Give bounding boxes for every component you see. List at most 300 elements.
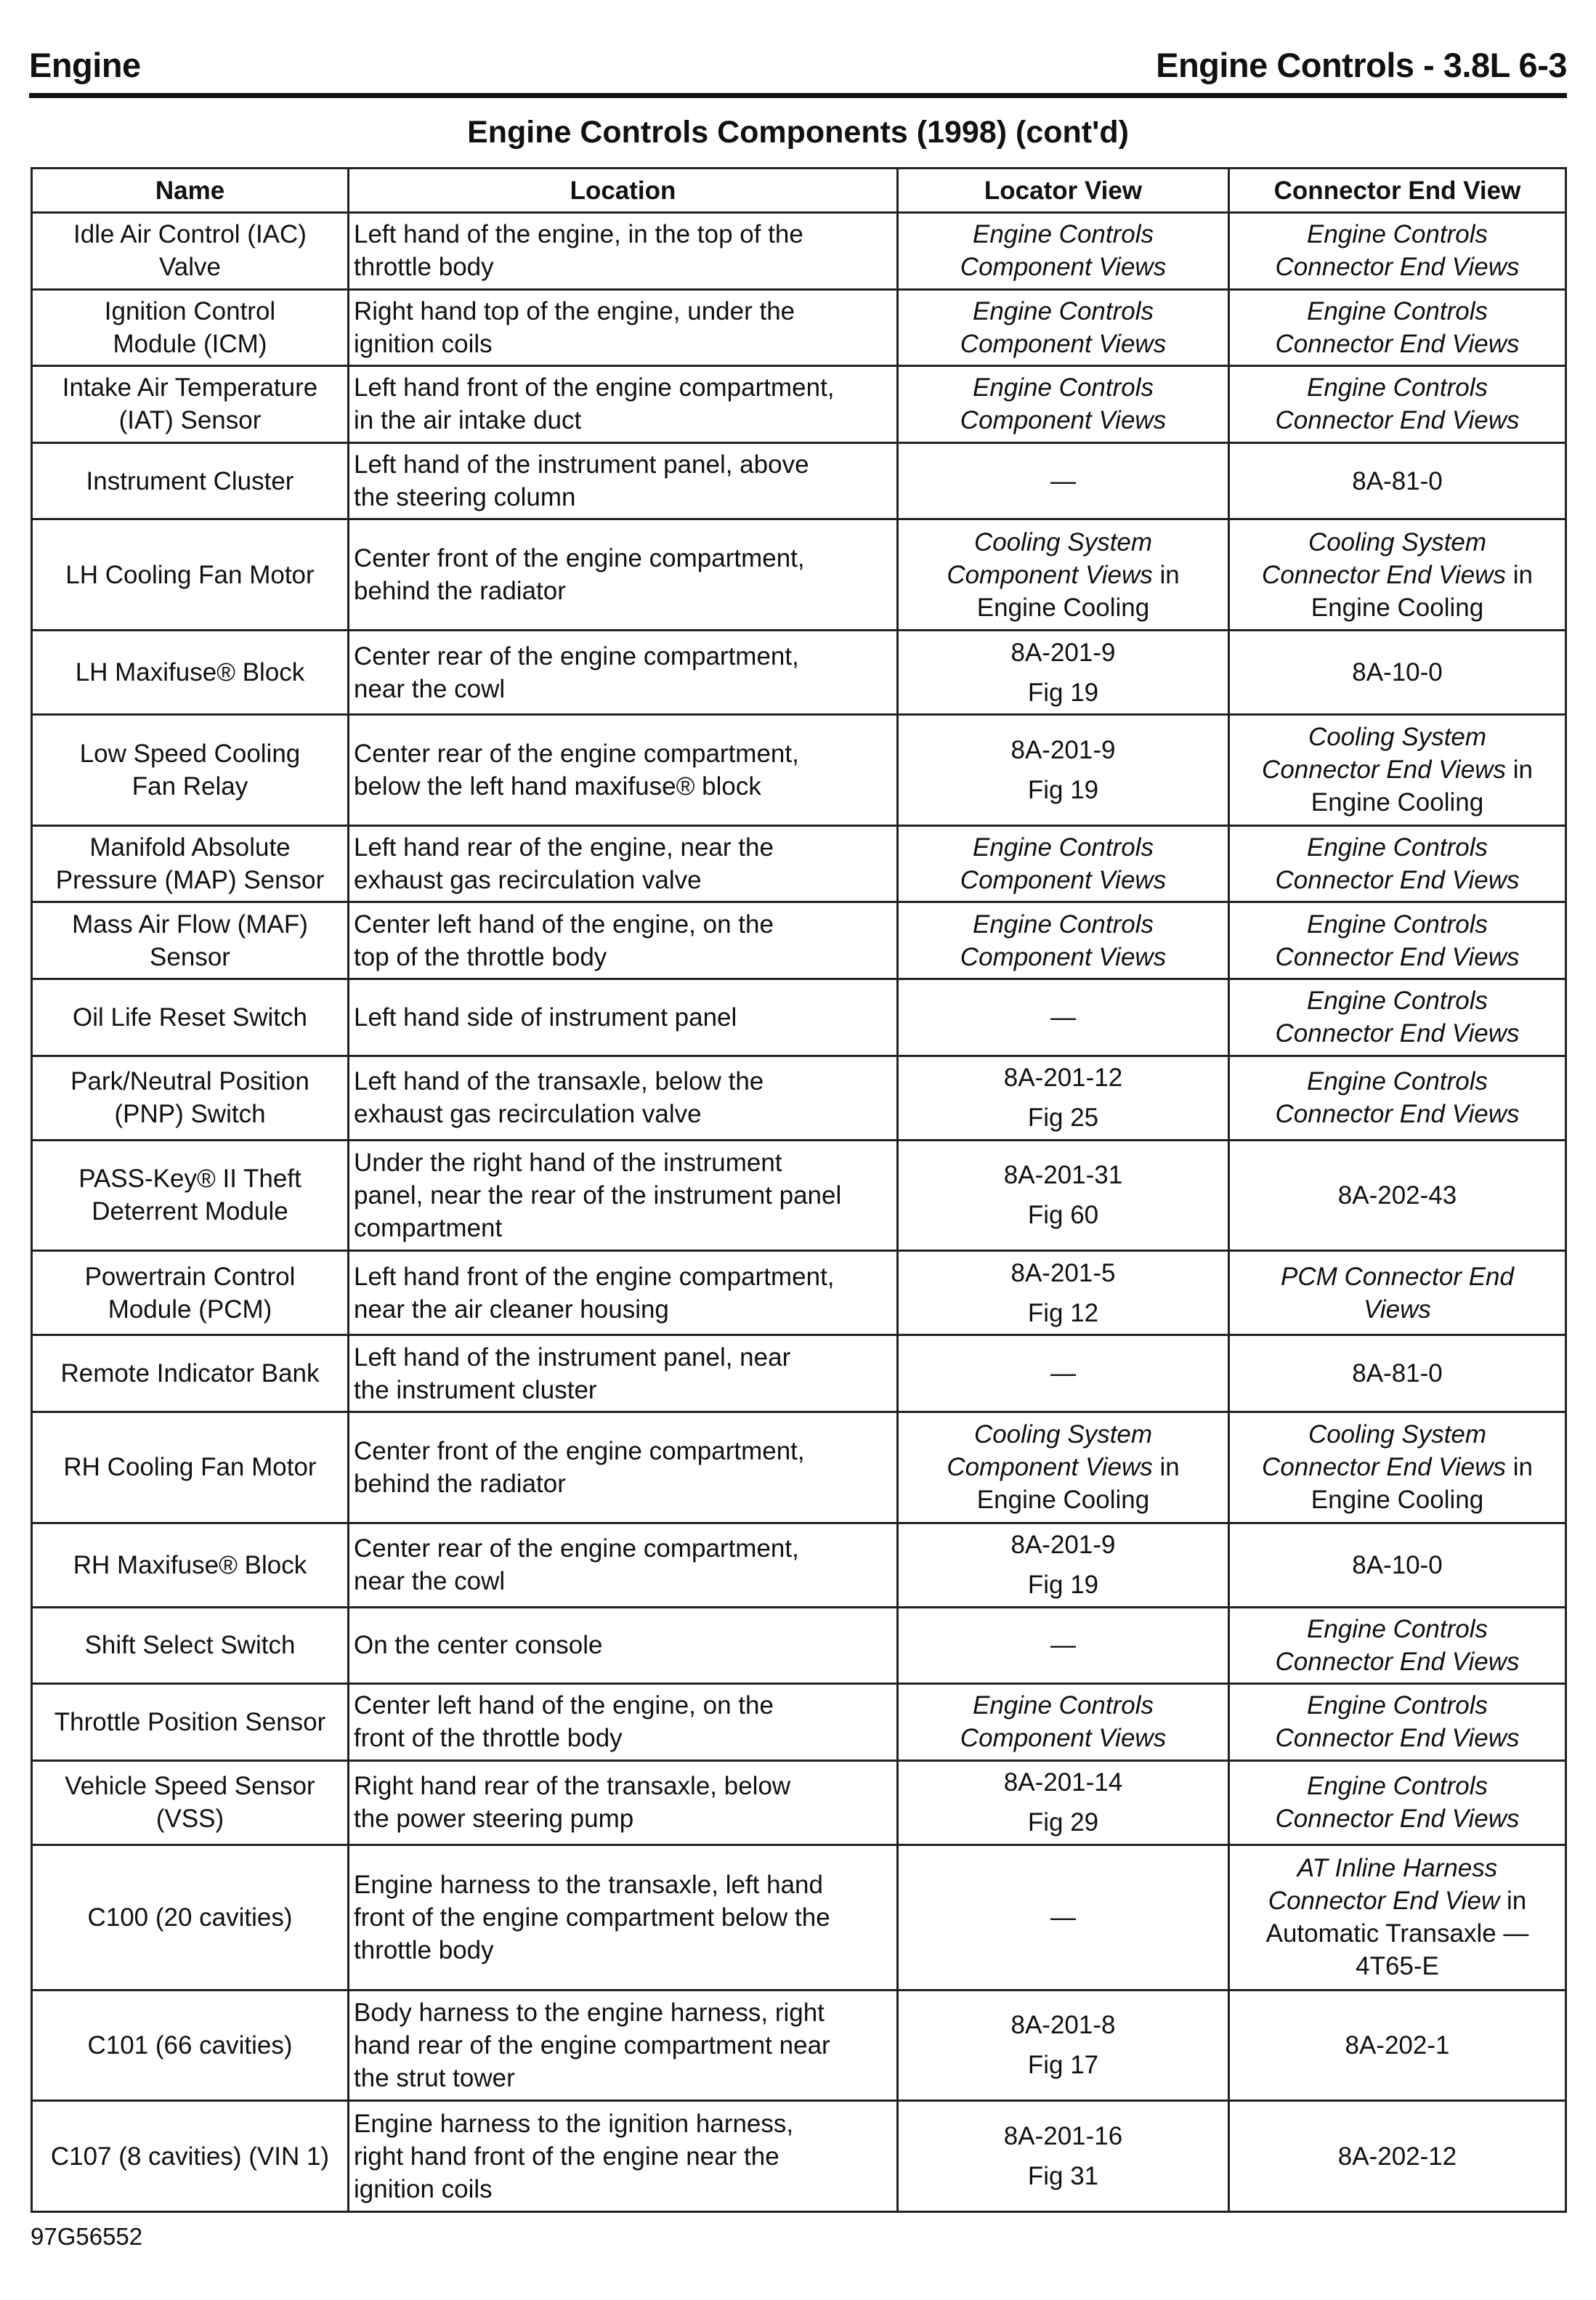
table-row (32, 631, 1566, 715)
cell-name (32, 442, 349, 519)
cell-line (1234, 591, 1560, 624)
cell-line (1234, 1098, 1560, 1130)
cell-text: Connector End Views (1275, 1019, 1520, 1048)
cell-line (903, 371, 1223, 404)
cell-text: 8A-201-12 (1003, 1064, 1123, 1093)
cell-line: Under the right hand of the instrument (354, 1148, 782, 1177)
table-row (32, 2101, 1566, 2212)
table-row (32, 1760, 1566, 1845)
cell-line: Sensor (150, 942, 230, 971)
cell-line: Ignition Control (104, 296, 276, 325)
table-title: Engine Controls Components (1998) (cont'd) (467, 115, 1129, 150)
cell-connector-end-view (1229, 1845, 1566, 1990)
table-row (32, 715, 1566, 826)
cell-line: Deterrent Module (92, 1197, 288, 1226)
cell-location (349, 1056, 898, 1140)
cell-text: Fig 12 (1027, 1298, 1099, 1327)
cell-text: Connector End Views (1275, 1647, 1520, 1676)
cell-line: LH Cooling Fan Motor (65, 560, 315, 589)
cell-text: 8A-10-0 (1352, 658, 1443, 687)
cell-line (1234, 1645, 1560, 1678)
cell-line (903, 676, 1223, 709)
cell-locator-view (898, 213, 1229, 290)
cell-line: Fan Relay (131, 772, 248, 801)
cell-location (349, 902, 898, 979)
table-row (32, 1251, 1566, 1335)
cell-line: C100 (20 cavities) (87, 1903, 293, 1932)
cell-line: RH Maxifuse® Block (73, 1550, 307, 1579)
cell-text: AT Inline Harness (1297, 1854, 1498, 1883)
cell-text: Connector End Views (1262, 756, 1506, 785)
cell-line (903, 1451, 1223, 1483)
cell-line (1234, 864, 1560, 896)
cell-line (1234, 1418, 1560, 1451)
cell-line (1234, 371, 1560, 404)
cell-text: Engine Controls (972, 1691, 1154, 1720)
cell-text: Fig 60 (1027, 1201, 1099, 1230)
cell-line: ignition coils (354, 329, 493, 358)
table-row (32, 902, 1566, 979)
cell-line: Instrument Cluster (86, 466, 294, 495)
cell-line (1234, 786, 1560, 819)
cell-line: the steering column (354, 483, 576, 512)
cell-connector-end-view (1229, 1607, 1566, 1684)
cell-line (903, 1061, 1223, 1094)
cell-line: Oil Life Reset Switch (73, 1003, 307, 1032)
cell-name (32, 902, 349, 979)
cell-line: throttle body (354, 1935, 494, 1964)
cell-locator-view (898, 1760, 1229, 1845)
cell-line: exhaust gas recirculation valve (354, 1100, 702, 1129)
cell-line: Engine harness to the ignition harness, (354, 2109, 794, 2138)
cell-line: Park/Neutral Position (70, 1067, 309, 1096)
cell-text-suffix: in (1499, 1887, 1527, 1916)
cell-connector-end-view (1229, 1251, 1566, 1335)
cell-text: Fig 29 (1027, 1808, 1099, 1837)
cell-name (32, 1056, 349, 1140)
cell-locator-view (898, 1056, 1229, 1140)
cell-line (1234, 1884, 1560, 1917)
cell-locator-view (898, 289, 1229, 366)
cell-line (1234, 1770, 1560, 1802)
cell-line: (IAT) Sensor (118, 406, 262, 435)
cell-name (32, 825, 349, 902)
cell-text: PCM Connector End (1281, 1262, 1514, 1291)
cell-line (1234, 908, 1560, 941)
cell-text: — (1050, 466, 1076, 495)
cell-locator-view (898, 1684, 1229, 1761)
cell-line: near the cowl (354, 1567, 506, 1596)
cell-text: Connector End Views (1275, 253, 1520, 282)
cell-text: Engine Controls (1306, 296, 1488, 325)
table-row (32, 1140, 1566, 1251)
cell-line: compartment (354, 1213, 503, 1242)
cell-line (903, 404, 1223, 437)
table-header-row (32, 169, 1566, 213)
cell-line: Low Speed Cooling (79, 739, 301, 768)
cell-connector-end-view (1229, 1523, 1566, 1607)
cell-text: 8A-202-12 (1337, 2142, 1457, 2171)
cell-line (1234, 1179, 1560, 1212)
cell-text: Connector End View (1268, 1887, 1500, 1916)
cell-line (1234, 404, 1560, 437)
cell-text-suffix: in (1152, 560, 1180, 589)
cell-line: behind the radiator (354, 1469, 566, 1498)
cell-text: Cooling System (973, 1420, 1153, 1449)
cell-line: in the air intake duct (354, 406, 582, 435)
cell-line: Center rear of the engine compartment, (354, 739, 799, 768)
cell-text: Engine Controls (1306, 1067, 1488, 1096)
cell-line (903, 295, 1223, 328)
cell-line (1234, 941, 1560, 973)
cell-location (349, 442, 898, 519)
cell-line (1234, 1549, 1560, 1582)
section-title: Engine (29, 46, 141, 84)
cell-locator-view (898, 979, 1229, 1056)
cell-line (903, 1568, 1223, 1601)
cell-line (1234, 1451, 1560, 1483)
cell-line: Powertrain Control (84, 1262, 296, 1291)
table-row (32, 979, 1566, 1056)
cell-line: near the air cleaner housing (354, 1295, 669, 1324)
table-row (32, 1335, 1566, 1412)
cell-text: Engine Cooling (976, 593, 1150, 622)
cell-line (903, 1101, 1223, 1134)
cell-name (32, 1140, 349, 1251)
cell-text: — (1050, 1359, 1076, 1388)
cell-line: Left hand rear of the engine, near the (354, 833, 774, 862)
cell-text: Connector End Views (1275, 1100, 1520, 1129)
cell-text: Component Views (960, 406, 1167, 435)
cell-line (903, 774, 1223, 806)
cell-locator-view (898, 1412, 1229, 1523)
cell-location (349, 825, 898, 902)
cell-line: Engine harness to the transaxle, left hand (354, 1870, 823, 1899)
cell-name (32, 289, 349, 366)
cell-locator-view (898, 715, 1229, 826)
cell-line (903, 1297, 1223, 1329)
cell-name (32, 1523, 349, 1607)
cell-name (32, 213, 349, 290)
cell-text-suffix: in (1152, 1453, 1180, 1482)
cell-connector-end-view (1229, 979, 1566, 1056)
cell-connector-end-view (1229, 1990, 1566, 2101)
cell-line: Shift Select Switch (84, 1631, 296, 1660)
cell-text: Engine Controls (972, 220, 1154, 249)
cell-text: — (1050, 1631, 1076, 1660)
cell-text: 8A-201-16 (1003, 2122, 1123, 2151)
cell-line (903, 1001, 1223, 1034)
cell-line: (PNP) Switch (114, 1100, 266, 1129)
column-header-locator-view: Locator View (898, 169, 1229, 213)
cell-line (1234, 1917, 1560, 1950)
cell-line: Throttle Position Sensor (54, 1707, 326, 1736)
cell-line: Module (PCM) (108, 1295, 272, 1324)
cell-line: behind the radiator (354, 577, 566, 606)
cell-text: Engine Controls (1306, 910, 1488, 939)
cell-text: Engine Cooling (1311, 593, 1484, 622)
cell-line (903, 636, 1223, 669)
cell-connector-end-view (1229, 519, 1566, 631)
cell-line (1234, 984, 1560, 1017)
cell-line: front of the engine compartment below the (354, 1903, 830, 1932)
cell-connector-end-view (1229, 289, 1566, 366)
cell-connector-end-view (1229, 1412, 1566, 1523)
cell-connector-end-view (1229, 631, 1566, 715)
cell-line (1234, 526, 1560, 559)
cell-text: Engine Controls (972, 296, 1154, 325)
cell-name (32, 631, 349, 715)
cell-name (32, 2101, 349, 2212)
cell-text: Engine Controls (1306, 1772, 1488, 1801)
cell-line (903, 2160, 1223, 2192)
cell-text: 8A-201-9 (1010, 1531, 1116, 1560)
cell-connector-end-view (1229, 366, 1566, 443)
cell-text: Connector End Views (1275, 1724, 1520, 1753)
cell-text: Fig 25 (1027, 1104, 1099, 1133)
table-row (32, 366, 1566, 443)
cell-text: 8A-201-5 (1010, 1258, 1116, 1287)
cell-line: Center left hand of the engine, on the (354, 1691, 774, 1720)
table-row (32, 825, 1566, 902)
cell-name (32, 979, 349, 1056)
cell-line: Left hand front of the engine compartment, (354, 1262, 835, 1291)
cell-text: Fig 31 (1027, 2162, 1099, 2191)
cell-text: Views (1364, 1295, 1431, 1324)
cell-text: Component Views (947, 560, 1153, 589)
cell-text: Fig 17 (1027, 2051, 1099, 2080)
cell-location (349, 979, 898, 1056)
cell-line (1234, 1293, 1560, 1326)
cell-name (32, 1684, 349, 1761)
cell-locator-view (898, 1335, 1229, 1412)
cell-name (32, 1760, 349, 1845)
cell-connector-end-view (1229, 1140, 1566, 1251)
cell-line: C107 (8 cavities) (VIN 1) (50, 2142, 330, 2171)
cell-line: On the center console (354, 1631, 603, 1660)
cell-line: Left hand front of the engine compartment, (354, 373, 835, 402)
table-row (32, 1990, 1566, 2101)
cell-text: Engine Controls (1306, 1691, 1488, 1720)
cell-line (1234, 1852, 1560, 1884)
cell-line (1234, 559, 1560, 591)
cell-location (349, 519, 898, 631)
page-title: Engine Controls - 3.8L 6-3 (1156, 46, 1567, 84)
cell-connector-end-view (1229, 1335, 1566, 1412)
table-row (32, 289, 1566, 366)
cell-location (349, 366, 898, 443)
table-row (32, 519, 1566, 631)
cell-line (1234, 1017, 1560, 1050)
cell-locator-view (898, 1607, 1229, 1684)
column-header-location: Location (349, 169, 898, 213)
cell-text: Engine Controls (1306, 1614, 1488, 1643)
table-row (32, 1523, 1566, 1607)
cell-connector-end-view (1229, 715, 1566, 826)
cell-line (903, 908, 1223, 941)
cell-text: Component Views (960, 942, 1167, 971)
components-table (31, 167, 1567, 2213)
cell-line (903, 1418, 1223, 1451)
cell-location (349, 1607, 898, 1684)
cell-line: Left hand of the instrument panel, near (354, 1343, 791, 1372)
cell-name (32, 1335, 349, 1412)
table-row (32, 213, 1566, 290)
cell-locator-view (898, 442, 1229, 519)
cell-line (903, 1528, 1223, 1561)
cell-text: 8A-201-14 (1003, 1768, 1123, 1797)
cell-text: Engine Controls (972, 373, 1154, 402)
cell-location (349, 2101, 898, 2212)
cell-locator-view (898, 2101, 1229, 2212)
cell-line (903, 1806, 1223, 1839)
cell-line: Right hand top of the engine, under the (354, 296, 795, 325)
table-body (32, 213, 1566, 2212)
cell-line (903, 2049, 1223, 2081)
cell-line: Remote Indicator Bank (60, 1359, 320, 1388)
cell-line: right hand front of the engine near the (354, 2142, 779, 2171)
cell-text: Connector End Views (1262, 560, 1506, 589)
cell-connector-end-view (1229, 1056, 1566, 1140)
cell-line (1234, 218, 1560, 251)
cell-locator-view (898, 1845, 1229, 1990)
cell-connector-end-view (1229, 825, 1566, 902)
cell-line (903, 526, 1223, 559)
table-row (32, 1607, 1566, 1684)
cell-connector-end-view (1229, 442, 1566, 519)
cell-line: Left hand of the instrument panel, above (354, 450, 809, 479)
cell-text: Engine Controls (1306, 220, 1488, 249)
cell-locator-view (898, 1523, 1229, 1607)
cell-line: the strut tower (354, 2063, 515, 2092)
cell-connector-end-view (1229, 1760, 1566, 1845)
cell-line: ignition coils (354, 2174, 493, 2203)
cell-line: Center front of the engine compartment, (354, 544, 805, 573)
cell-location (349, 1140, 898, 1251)
cell-line (903, 1199, 1223, 1231)
cell-connector-end-view (1229, 2101, 1566, 2212)
cell-locator-view (898, 631, 1229, 715)
cell-line: Left hand side of instrument panel (354, 1003, 737, 1032)
cell-locator-view (898, 1990, 1229, 2101)
cell-text: Cooling System (1308, 723, 1487, 752)
cell-line: RH Cooling Fan Motor (63, 1453, 317, 1482)
cell-text: Engine Controls (1306, 373, 1488, 402)
cell-locator-view (898, 902, 1229, 979)
cell-location (349, 213, 898, 290)
cell-line: panel, near the rear of the instrument panel (354, 1181, 842, 1210)
column-header-connector-end-view: Connector End View (1229, 169, 1566, 213)
cell-name (32, 1251, 349, 1335)
cell-line (903, 1901, 1223, 1934)
cell-text: Connector End Views (1262, 1453, 1506, 1482)
cell-location (349, 1412, 898, 1523)
cell-line (903, 218, 1223, 251)
cell-text: Engine Controls (1306, 987, 1488, 1016)
cell-line (903, 1483, 1223, 1516)
cell-line: hand rear of the engine compartment near (354, 2030, 830, 2060)
cell-text: Engine Cooling (1311, 788, 1484, 817)
cell-line: Mass Air Flow (MAF) (72, 910, 308, 939)
cell-name (32, 1990, 349, 2101)
cell-line (903, 1766, 1223, 1799)
cell-locator-view (898, 366, 1229, 443)
cell-line (1234, 328, 1560, 360)
cell-line (903, 559, 1223, 591)
cell-text: Engine Controls (972, 910, 1154, 939)
cell-location (349, 1845, 898, 1990)
cell-line (903, 1257, 1223, 1289)
cell-line: the instrument cluster (354, 1375, 597, 1404)
cell-text: 8A-201-9 (1010, 735, 1116, 764)
cell-line: LH Maxifuse® Block (75, 658, 305, 687)
table-row (32, 1684, 1566, 1761)
cell-line (1234, 295, 1560, 328)
cell-line: exhaust gas recirculation valve (354, 866, 702, 895)
cell-text: Engine Cooling (1311, 1486, 1484, 1515)
cell-line (1234, 753, 1560, 786)
cell-line (903, 1722, 1223, 1754)
cell-line (903, 864, 1223, 896)
cell-line (1234, 1357, 1560, 1390)
cell-connector-end-view (1229, 1684, 1566, 1761)
cell-line (903, 2009, 1223, 2041)
cell-text: 8A-10-0 (1352, 1550, 1443, 1579)
cell-text: Component Views (960, 253, 1167, 282)
cell-name (32, 715, 349, 826)
cell-text: 8A-202-43 (1337, 1181, 1457, 1210)
table-row (32, 1056, 1566, 1140)
cell-line: Intake Air Temperature (62, 373, 318, 402)
cell-line (1234, 1950, 1560, 1983)
cell-text: Component Views (960, 329, 1167, 358)
cell-line (903, 1357, 1223, 1390)
cell-line: Body harness to the engine harness, right (354, 1998, 825, 2027)
cell-line (903, 465, 1223, 498)
cell-line (903, 2120, 1223, 2153)
table-row (32, 442, 1566, 519)
cell-location (349, 289, 898, 366)
cell-text: Automatic Transaxle — (1265, 1919, 1529, 1948)
cell-line: Pressure (MAP) Sensor (55, 866, 325, 895)
cell-location (349, 1684, 898, 1761)
cell-line: front of the throttle body (354, 1724, 623, 1753)
cell-name (32, 1412, 349, 1523)
cell-line (1234, 465, 1560, 498)
cell-line (1234, 1065, 1560, 1098)
cell-name (32, 519, 349, 631)
cell-text: 8A-201-31 (1003, 1161, 1123, 1190)
cell-line: PASS-Key® II Theft (78, 1165, 301, 1194)
cell-text: Component Views (960, 1724, 1167, 1753)
cell-locator-view (898, 519, 1229, 631)
cell-line: Center rear of the engine compartment, (354, 1534, 799, 1563)
cell-text: 4T65-E (1356, 1952, 1439, 1981)
cell-line (1234, 1802, 1560, 1835)
cell-text: 8A-201-8 (1010, 2011, 1116, 2040)
cell-line: Vehicle Speed Sensor (65, 1772, 315, 1801)
cell-line: Module (ICM) (113, 329, 267, 358)
column-header-name: Name (32, 169, 349, 213)
table-row (32, 1412, 1566, 1523)
cell-text: Connector End Views (1275, 406, 1520, 435)
cell-line: Center rear of the engine compartment, (354, 641, 799, 671)
cell-text: Cooling System (973, 527, 1153, 556)
page-header (29, 45, 1567, 94)
cell-text-suffix: in (1505, 756, 1533, 785)
cell-text: Engine Controls (972, 833, 1154, 862)
cell-text: — (1050, 1903, 1076, 1932)
